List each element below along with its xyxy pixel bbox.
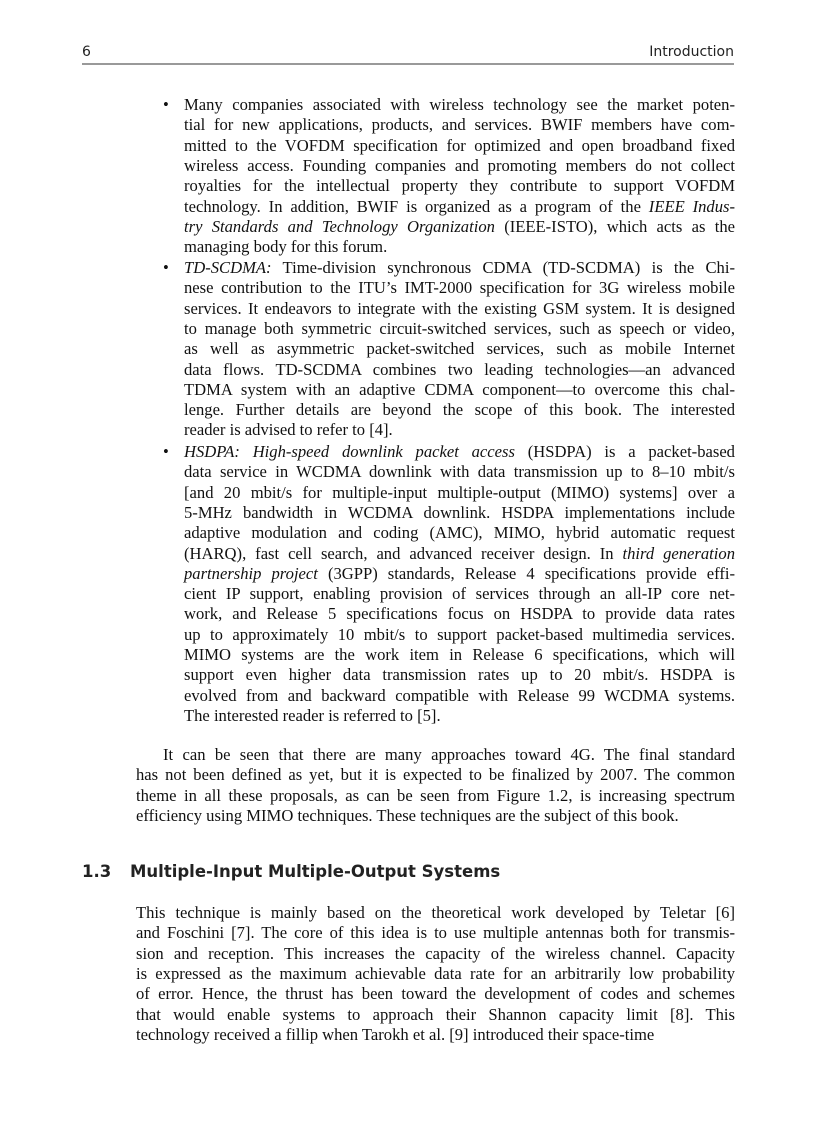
bullet-item-line: try Standards and Technology Organization (IEEE-ISTO), which acts as the bbox=[184, 216, 735, 236]
section-paragraph-line: technology received a fillip when Tarokh et al. [9] introduced their space-time bbox=[136, 1024, 655, 1044]
bullet-item-line: managing body for this forum. bbox=[184, 237, 388, 257]
running-title: Introduction bbox=[649, 44, 734, 60]
bullet-icon: • bbox=[163, 258, 169, 277]
emphasis: IEEE Indus- bbox=[648, 196, 735, 216]
bullet-item-line: to manage both symmetric circuit-switched services, such as speech or video, bbox=[184, 318, 735, 338]
paragraph-line: It can be seen that there are many approaches toward 4G. The final standard bbox=[163, 745, 735, 764]
bullet-item-line: data service in WCDMA downlink with data transmission up to 8–10 mbit/s bbox=[184, 462, 735, 482]
page-number: 6 bbox=[82, 44, 91, 60]
bullet-item-line: technology. In addition, BWIF is organized as a program of the IEEE Indus- bbox=[184, 196, 735, 216]
section-number: 1.3 bbox=[82, 862, 112, 881]
section-paragraph-line: that would enable systems to approach their Shannon capacity limit [8]. This bbox=[136, 1004, 735, 1024]
section-paragraph-line: This technique is mainly based on the theoretical work developed by Teletar [6] bbox=[136, 903, 735, 922]
bullet-item-line: mitted to the VOFDM specification for optimized and open broadband fixed bbox=[184, 135, 735, 155]
paragraph-line: theme in all these proposals, as can be seen from Figure 1.2, is increasing spectrum bbox=[136, 785, 735, 805]
bullet-item-line: 5-MHz bandwidth in WCDMA downlink. HSDPA implementations include bbox=[184, 502, 735, 522]
emphasis: partnership project bbox=[184, 563, 318, 583]
section-paragraph-line: is expressed as the maximum achievable data rate for an arbitrarily low probability bbox=[136, 963, 735, 983]
emphasis: third generation bbox=[622, 543, 735, 563]
section-paragraph-line: sion and reception. This increases the capacity of the wireless channel. Capacity bbox=[136, 943, 735, 963]
bullet-item-line: tial for new applications, products, and services. BWIF members have com- bbox=[184, 115, 735, 135]
section-paragraph-line: and Foschini [7]. The core of this idea is to use multiple antennas both for transmis- bbox=[136, 923, 735, 943]
bullet-item-line: nese contribution to the ITU’s IMT-2000 specification for 3G wireless mobile bbox=[184, 278, 735, 298]
bullet-item-line: services. It endeavors to integrate with the existing GSM system. It is designed bbox=[184, 298, 735, 318]
section-paragraph-line: of error. Hence, the thrust has been toward the development of codes and schemes bbox=[136, 984, 735, 1004]
bullet-item-line: The interested reader is referred to [5]. bbox=[184, 705, 441, 725]
bullet-item-line: Many companies associated with wireless technology see the market poten- bbox=[184, 95, 735, 114]
bullet-item-line: MIMO systems are the work item in Release 6 specifications, which will bbox=[184, 645, 735, 664]
bullet-item-line: evolved from and backward compatible with Release 99 WCDMA systems. bbox=[184, 685, 735, 705]
bullet-item-line: as well as asymmetric packet-switched services, such as mobile Internet bbox=[184, 339, 735, 359]
bullet-item-line: TD-SCDMA: Time-division synchronous CDMA (TD-SCDMA) is the Chi- bbox=[184, 258, 735, 277]
bullet-item-line: TDMA system with an adaptive CDMA component—to overcome this chal- bbox=[184, 379, 735, 399]
section-title: Multiple-Input Multiple-Output Systems bbox=[130, 862, 501, 881]
bullet-item-line: wireless access. Founding companies and promoting members do not collect bbox=[184, 155, 735, 175]
bullet-item-line: data flows. TD-SCDMA combines two leading technologies—an advanced bbox=[184, 359, 735, 379]
bullet-item-line: adaptive modulation and coding (AMC), MIMO, hybrid automatic request bbox=[184, 523, 735, 543]
bullet-item-line: lenge. Further details are beyond the scope of this book. The interested bbox=[184, 400, 735, 420]
bullet-item-line: [and 20 mbit/s for multiple-input multiple-output (MIMO) systems] over a bbox=[184, 482, 735, 502]
bullet-item-line: HSDPA: High-speed downlink packet access (HSDPA) is a packet-based bbox=[184, 442, 735, 461]
bullet-item-line: support even higher data transmission rates up to 20 mbit/s. HSDPA is bbox=[184, 665, 735, 685]
bullet-item-line: up to approximately 10 mbit/s to support packet-based multimedia services. bbox=[184, 624, 735, 644]
header-rule bbox=[82, 63, 734, 65]
emphasis: TD-SCDMA: bbox=[184, 258, 272, 277]
bullet-item-line: partnership project (3GPP) standards, Release 4 specifications provide effi- bbox=[184, 563, 735, 583]
bullet-item-line: reader is advised to refer to [4]. bbox=[184, 420, 393, 440]
emphasis: try Standards and Technology Organization bbox=[184, 216, 495, 236]
page-header bbox=[82, 44, 734, 64]
bullet-icon: • bbox=[163, 95, 169, 114]
bullet-item-line: royalties for the intellectual property they contribute to support VOFDM bbox=[184, 176, 735, 196]
bullet-item-line: cient IP support, enabling provision of services through an all-IP core net- bbox=[184, 584, 735, 604]
bullet-item-line: (HARQ), fast cell search, and advanced receiver design. In third generation bbox=[184, 543, 735, 563]
paragraph-line: has not been defined as yet, but it is expected to be finalized by 2007. The common bbox=[136, 765, 735, 785]
bullet-icon: • bbox=[163, 442, 169, 461]
emphasis: HSDPA: High-speed downlink packet access bbox=[184, 442, 515, 461]
section-heading bbox=[82, 862, 500, 881]
bullet-item-line: work, and Release 5 specifications focus on HSDPA to provide data rates bbox=[184, 604, 735, 624]
paragraph-line: efficiency using MIMO techniques. These techniques are the subject of this book. bbox=[136, 805, 679, 825]
